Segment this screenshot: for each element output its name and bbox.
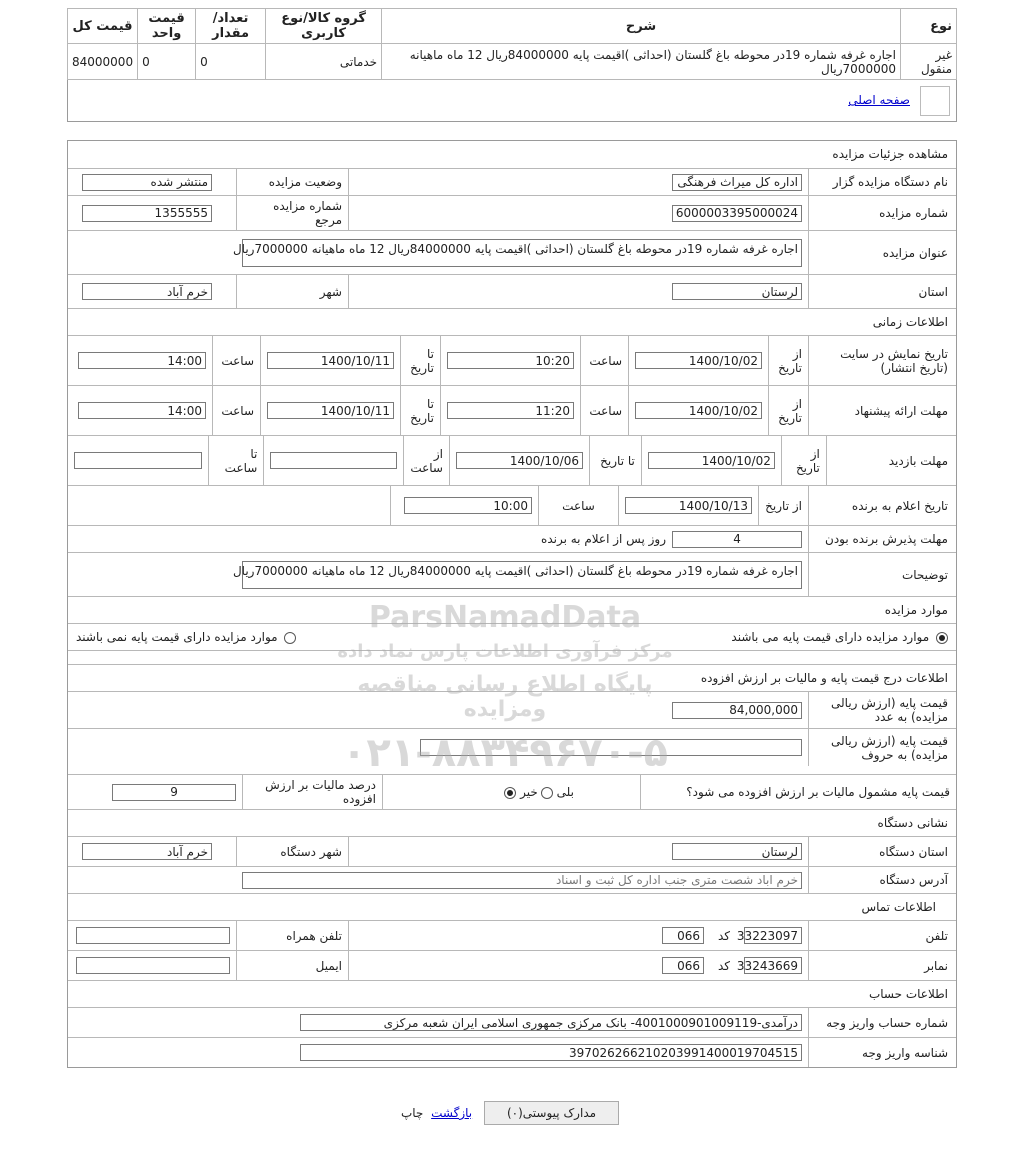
email-label: ایمیل — [236, 951, 348, 980]
to-date-label: تا تاریخ — [400, 386, 440, 435]
display-to-time-field: 14:00 — [78, 352, 206, 369]
visit-to-date-label: تا تاریخ — [589, 436, 641, 485]
org-province-label: استان دستگاه — [808, 837, 956, 866]
account-number-label: شماره حساب واریز وجه — [808, 1008, 956, 1037]
watermark-brand: ParsNamadData — [368, 600, 642, 635]
vat-no-option[interactable] — [501, 785, 538, 799]
section-title-details: مشاهده جزئیات مزایده — [832, 147, 948, 161]
winner-announce-label: تاریخ اعلام به برنده — [808, 486, 956, 525]
watermark-line2: پایگاه اطلاع رسانی مناقصه ومزایده — [357, 672, 653, 722]
section-title-address: نشانی دستگاه — [877, 816, 948, 830]
base-price-words-label: قیمت پایه (ارزش ریالی مزایده) به حروف — [808, 729, 956, 766]
phone-field: 33223097 — [744, 927, 802, 944]
col-description-header: شرح — [382, 9, 901, 44]
offer-deadline-label: مهلت ارائه پیشنهاد — [808, 386, 956, 435]
base-price-number-field: 84,000,000 — [672, 702, 802, 719]
org-address-field: خرم اباد شصت متری جنب اداره کل ثبت و اسناد — [242, 872, 802, 889]
province-field: لرستان — [672, 283, 802, 300]
ref-number-label: شماره مزایده مرجع — [236, 196, 348, 230]
section-title-pricing: اطلاعات درج قیمت پایه و مالیات بر ارزش افزوده — [700, 671, 948, 685]
fax-code-label: کد — [717, 958, 730, 973]
org-province-field: لرستان — [672, 843, 802, 860]
time-label: ساعت — [212, 336, 260, 385]
visit-from-date-field: 1400/10/02 — [648, 452, 775, 469]
has-base-price-option[interactable] — [731, 630, 948, 644]
time-label: ساعت — [580, 336, 628, 385]
radio-unselected-icon[interactable] — [284, 632, 296, 644]
image-placeholder-icon — [920, 86, 950, 116]
payment-id-label: شناسه واریز وجه — [808, 1038, 956, 1067]
phone-code-label: کد — [717, 928, 730, 943]
no-base-price-label: موارد مزایده دارای قیمت پایه نمی باشند — [76, 630, 278, 644]
city-label: شهر — [236, 275, 348, 308]
item-unit-price: 0 — [138, 44, 196, 80]
print-link[interactable]: چاپ — [400, 1106, 424, 1120]
offer-to-time-field: 14:00 — [78, 402, 206, 419]
item-description: اجاره غرفه شماره 19در محوطه باغ گلستان (احداثی )اقیمت پایه 84000000ریال 12 ماه ماهیانه 7000000ریال — [382, 44, 901, 80]
phone-code-field: 066 — [662, 927, 704, 944]
phone-label: تلفن — [808, 921, 956, 950]
attachments-button[interactable]: مدارک پیوستی(۰) — [484, 1101, 619, 1125]
winner-date-field: 1400/10/13 — [625, 497, 752, 514]
winner-from-date-label: از تاریخ — [758, 486, 808, 525]
vat-yes-label: بلی — [556, 785, 574, 799]
vat-percent-field: 9 — [112, 784, 236, 801]
display-date-label: تاریخ نمایش در سایت (تاریخ انتشار) — [808, 336, 956, 385]
visit-from-time-field — [270, 452, 397, 469]
footer-actions — [0, 1101, 1024, 1125]
vat-question: قیمت پایه مشمول مالیات بر ارزش افزوده می شود؟ — [640, 775, 956, 809]
display-to-date-field: 1400/10/11 — [267, 352, 394, 369]
payment-id-field: 397026266210203991400019704515 — [300, 1044, 802, 1061]
auction-number-field: 6000003395000024 — [672, 205, 802, 222]
section-title-account: اطلاعات حساب — [868, 987, 948, 1001]
visit-to-time-label: تا ساعت — [208, 436, 263, 485]
vat-yes-option[interactable] — [538, 785, 574, 799]
radio-unselected-icon[interactable] — [541, 787, 553, 799]
city-field: خرم آباد — [82, 283, 212, 300]
notes-field: اجاره غرفه شماره 19در محوطه باغ گلستان (احداثی )اقیمت پایه 84000000ریال 12 ماه ماهیانه 7000000ریال — [242, 561, 802, 589]
offer-from-time-field: 11:20 — [447, 402, 574, 419]
home-link[interactable]: صفحه اصلی — [848, 93, 910, 107]
home-link-box — [67, 80, 957, 122]
organizer-field: اداره کل میراث فرهنگی — [672, 174, 802, 191]
winner-time-field: 10:00 — [404, 497, 532, 514]
auction-number-label: شماره مزایده — [808, 196, 956, 230]
item-type: غیر منقول — [901, 44, 957, 80]
base-price-number-label: قیمت پایه (ارزش ریالی مزایده) به عدد — [808, 692, 956, 728]
section-title-contact: اطلاعات تماس — [861, 900, 936, 914]
visit-from-time-label: از ساعت — [403, 436, 449, 485]
has-base-price-label: موارد مزایده دارای قیمت پایه می باشند — [731, 630, 930, 644]
no-base-price-option[interactable] — [76, 630, 296, 644]
org-address-label: آدرس دستگاه — [808, 867, 956, 893]
items-table — [67, 8, 957, 80]
mobile-field — [76, 927, 230, 944]
to-date-label: تا تاریخ — [400, 336, 440, 385]
time-label: ساعت — [580, 386, 628, 435]
status-field: منتشر شده — [82, 174, 212, 191]
items-header-row — [68, 9, 957, 44]
status-label: وضعیت مزایده — [236, 169, 348, 195]
fax-label: نمابر — [808, 951, 956, 980]
org-city-field: خرم آباد — [82, 843, 212, 860]
display-from-date-field: 1400/10/02 — [635, 352, 762, 369]
section-title-timing: اطلاعات زمانی — [872, 315, 948, 329]
org-city-label: شهر دستگاه — [236, 837, 348, 866]
from-date-label: از تاریخ — [768, 336, 808, 385]
from-date-label: از تاریخ — [768, 386, 808, 435]
item-group: خدماتی — [266, 44, 382, 80]
radio-selected-icon[interactable] — [936, 632, 948, 644]
base-price-words-field — [420, 739, 802, 756]
col-unit-price-header: قیمت واحد — [138, 9, 196, 44]
col-type-header: نوع — [901, 9, 957, 44]
item-quantity: 0 — [196, 44, 266, 80]
province-label: استان — [808, 275, 956, 308]
auction-title-field: اجاره غرفه شماره 19در محوطه باغ گلستان (احداثی )اقیمت پایه 84000000ریال 12 ماه ماهیانه 7000000ریال — [242, 239, 802, 267]
visit-to-time-field — [74, 452, 202, 469]
offer-from-date-field: 1400/10/02 — [635, 402, 762, 419]
fax-field: 33243669 — [744, 957, 802, 974]
col-group-header: گروه کالا/نوع کاربری — [266, 9, 382, 44]
fax-code-field: 066 — [662, 957, 704, 974]
display-from-time-field: 10:20 — [447, 352, 574, 369]
watermark-line1: مرکز فرآوری اطلاعات پارس نماد داده — [337, 641, 673, 662]
visit-deadline-label: مهلت بازدید — [826, 436, 956, 485]
accept-days-suffix: روز پس از اعلام به برنده — [541, 532, 666, 546]
time-label: ساعت — [212, 386, 260, 435]
notes-label: توضیحات — [808, 553, 956, 596]
visit-to-date-field: 1400/10/06 — [456, 452, 583, 469]
account-number-field: درآمدی-4001000901009119- بانک مرکزی جمهوری اسلامی ایران شعبه مرکزی — [300, 1014, 802, 1031]
vat-no-label: خیر — [520, 785, 538, 799]
radio-selected-icon[interactable] — [504, 787, 516, 799]
ref-number-field: 1355555 — [82, 205, 212, 222]
back-link[interactable]: بازگشت — [431, 1106, 473, 1120]
item-total-price: 84000000 — [68, 44, 138, 80]
mobile-label: تلفن همراه — [236, 921, 348, 950]
section-title-items: موارد مزایده — [884, 603, 948, 617]
offer-to-date-field: 1400/10/11 — [267, 402, 394, 419]
winner-time-label: ساعت — [538, 486, 618, 525]
organizer-label: نام دستگاه مزایده گزار — [808, 169, 956, 195]
auction-title-label: عنوان مزایده — [808, 231, 956, 274]
email-field — [76, 957, 230, 974]
table-row — [68, 44, 957, 80]
accept-days-field: 4 — [672, 531, 802, 548]
col-quantity-header: تعداد/مقدار — [196, 9, 266, 44]
visit-from-date-label: از تاریخ — [781, 436, 826, 485]
auction-details-panel — [67, 140, 957, 1068]
accept-deadline-label: مهلت پذیرش برنده بودن — [808, 526, 956, 552]
vat-percent-label: درصد مالیات بر ارزش افزوده — [242, 775, 382, 809]
watermark-phone: ۰۲۱-۸۸۳۴۹۶۷۰-۵ — [341, 730, 669, 776]
col-total-price-header: قیمت کل — [68, 9, 138, 44]
